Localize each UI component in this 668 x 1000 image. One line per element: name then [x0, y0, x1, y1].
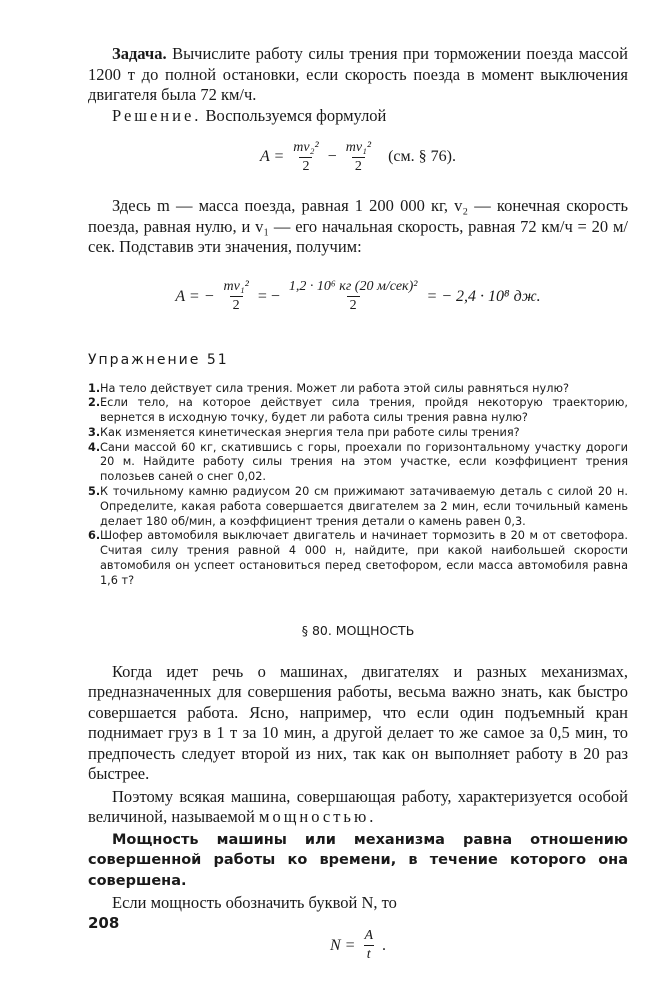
- solution-label: Решение.: [112, 105, 202, 125]
- exercise-item-text: К точильному камню радиусом 20 см прижимают затачиваемую деталь с силой 20 н. Определите, какая работа совершается двигателем за 2 мин, если точильный камень делает 180 об/мин, а коэффициент трения детали о камень равен 0,3.: [100, 485, 628, 528]
- exercise-item-text: Как изменяется кинетическая энергия тела при работе силы трения?: [100, 425, 520, 439]
- formula3-fraction: [361, 928, 376, 963]
- formula-work-result: [88, 266, 628, 328]
- page-number: 208: [88, 914, 120, 932]
- exercise-item-number: 6.: [88, 529, 101, 543]
- exercise-item: [88, 396, 628, 426]
- formula1-fraction-1: [290, 140, 321, 175]
- exercise-title: Упражнение 51: [88, 351, 229, 368]
- exercise-item-text: Шофер автомобиля выключает двигатель и начинает тормозить в 20 м от светофора. Считая силу трения равной 4 000 н, найдите, при какой наибольшей скорости автомобиля он успеет остановиться перед светофором, если масса автомобиля равна 1,6 т?: [100, 529, 628, 587]
- power-term: мощностью.: [259, 807, 377, 827]
- exercise-item: [88, 441, 628, 485]
- formula1-reference: (см. § 76).: [388, 148, 456, 165]
- solution-text: Воспользуемся формулой: [205, 105, 387, 125]
- task-paragraph: [88, 44, 628, 106]
- denote-paragraph: Если мощность обозначить буквой N, то: [112, 893, 397, 913]
- exercise-item-number: 4.: [88, 440, 101, 454]
- formula2-lhs: A = −: [175, 287, 215, 305]
- formula3-den: t: [364, 945, 374, 963]
- formula2-frac1-den: 2: [230, 296, 243, 314]
- power-text: Поэтому всякая машина, совершающая работу, характеризуется особой величиной, называемой: [88, 786, 628, 827]
- definition-paragraph: Мощность машины или механизма равна отношению совершенной работы ко времени, в течение которого она совершена.: [88, 831, 628, 889]
- formula3-end: .: [382, 936, 387, 954]
- formula1-fraction-2: [343, 140, 374, 175]
- solution-paragraph: [88, 106, 628, 127]
- task-label: Задача.: [112, 44, 167, 63]
- exercise-item: [88, 485, 628, 529]
- exercise-item-text: Сани массой 60 кг, скатившись с горы, проехали по горизонтальному участку дороги 20 м. Найдите работу силы трения на этом участке, если коэффициент трения полозьев саней о снег 0,02.: [100, 440, 628, 484]
- formula3-num: A: [364, 928, 374, 944]
- exercise-item-number: 3.: [88, 425, 101, 439]
- formula2-frac2-num: 1,2 · 10⁶ кг (20 м/сек)²: [288, 279, 418, 294]
- exercise-item-number: 2.: [88, 396, 101, 410]
- formula-work-kinetic: [88, 128, 628, 186]
- exercise-item-number: 5.: [88, 485, 101, 499]
- formula2-frac2-den: 2: [347, 296, 360, 314]
- formula2-result: = − 2,4 · 10⁸ дж.: [426, 287, 541, 305]
- task-text: Вычислите работу силы трения при торможении поезда массой 1200 т до полной остановки, если скорость поезда в момент выключения двигателя была 72 км/ч.: [88, 44, 629, 104]
- exercise-list: [88, 382, 628, 589]
- formula3-lhs: N =: [329, 936, 356, 954]
- formula-power: [88, 918, 628, 974]
- formula2-frac1-num: mv₁²: [223, 279, 249, 294]
- exercise-item: [88, 382, 628, 397]
- section-title: § 80. МОЩНОСТЬ: [301, 622, 415, 638]
- formula2-equals: = −: [257, 287, 280, 305]
- power-paragraph: [88, 787, 628, 828]
- exercise-item: [88, 426, 628, 441]
- exercise-item-text: Если тело, на которое действует сила трения, пройдя некоторую траекторию, вернется в исходную точку, будет ли работа силы трения равна нулю?: [100, 396, 628, 425]
- machines-paragraph: Когда идет речь о машинах, двигателях и разных механизмах, предназначенных для совершения работы, весьма важно знать, как быстро совершается работа. Ясно, например, что если один подъемный кран поднимает груз в 1 т за 10 мин, а другой делает то же самое за 0,5 мин, то предпочесть следует второй из них, так как он выполняет работу в 20 раз быстрее.: [88, 661, 628, 784]
- exercise-item-text: На тело действует сила трения. Может ли работа этой силы равняться нулю?: [100, 381, 569, 395]
- formula1-term1-num: mv₂²: [293, 139, 319, 155]
- formula1-minus: −: [327, 148, 337, 165]
- formula2-fraction-2: [286, 279, 421, 314]
- formula1-term1-den: 2: [299, 157, 312, 175]
- here-paragraph: Здесь m — масса поезда, равная 1 200 000 кг, v₂ — конечная скорость поезда, равная нулю, и v₁ — его начальная скорость, равная 72 км/ч = 20 м/сек. Подставив эти значения, получим:: [88, 196, 628, 256]
- formula2-fraction-1: [220, 279, 251, 314]
- exercise-item: [88, 529, 628, 588]
- formula1-term2-num: mv₁²: [345, 139, 372, 155]
- page-content: [88, 40, 628, 974]
- formula1-lhs: A =: [260, 148, 285, 165]
- formula1-term2-den: 2: [352, 157, 365, 175]
- exercise-item-number: 1.: [88, 381, 101, 395]
